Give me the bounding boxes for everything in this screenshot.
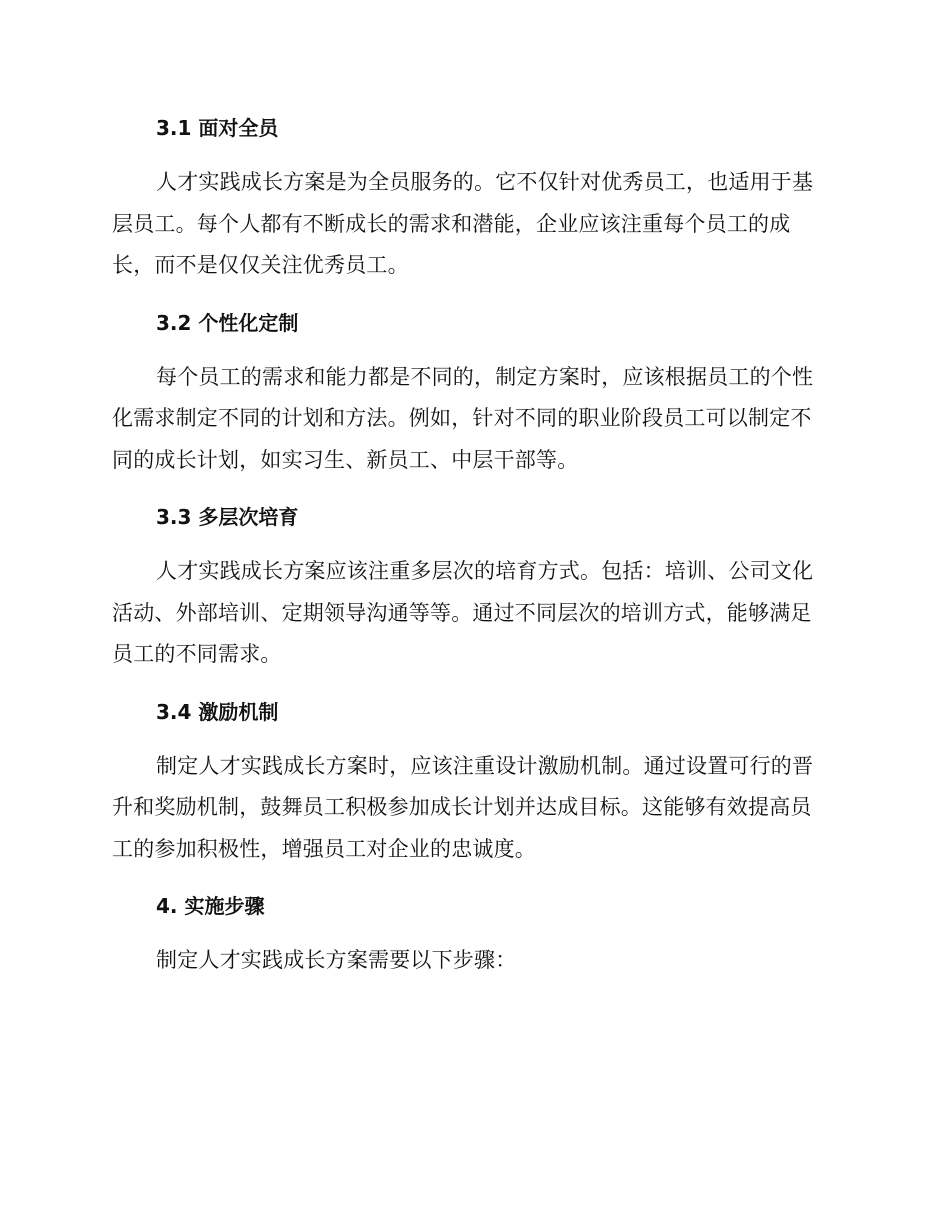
section-paragraph-3-3	[112, 551, 832, 676]
paragraph-line: 层员工。每个人都有不断成长的需求和潜能，企业应该注重每个员工的成	[112, 211, 791, 236]
section-heading-4: 4. 实施步骤	[156, 894, 265, 918]
section-heading-3-1: 3.1 面对全员	[156, 116, 279, 140]
paragraph-line: 人才实践成长方案是为全员服务的。它不仅针对优秀员工，也适用于基	[156, 170, 814, 194]
paragraph-line: 活动、外部培训、定期领导沟通等等。通过不同层次的培训方式，能够满足	[112, 600, 812, 625]
paragraph-line: 工的参加积极性，增强员工对企业的忠诚度。	[112, 836, 536, 861]
paragraph-line: 升和奖励机制，鼓舞员工积极参加成长计划并达成目标。这能够有效提高员	[112, 795, 812, 819]
document-body	[112, 110, 832, 1000]
section-paragraph-3-2	[112, 357, 832, 482]
paragraph-line: 员工的不同需求。	[112, 642, 282, 666]
paragraph-line: 化需求制定不同的计划和方法。例如，针对不同的职业阶段员工可以制定不	[112, 406, 812, 430]
paragraph-line: 每个员工的需求和能力都是不同的，制定方案时，应该根据员工的个性	[156, 364, 814, 389]
paragraph-line: 长，而不是仅仅关注优秀员工。	[112, 253, 409, 277]
paragraph-line: 人才实践成长方案应该注重多层次的培育方式。包括：培训、公司文化	[156, 559, 814, 583]
paragraph-line: 制定人才实践成长方案需要以下步骤：	[156, 948, 517, 972]
section-paragraph-3-1	[112, 162, 832, 287]
section-paragraph-3-4	[112, 746, 832, 871]
paragraph-line: 同的成长计划，如实习生、新员工、中层干部等。	[112, 447, 579, 472]
section-heading-3-4: 3.4 激励机制	[156, 699, 279, 724]
section-heading-3-2: 3.2 个性化定制	[156, 310, 299, 335]
section-paragraph-4	[112, 940, 832, 982]
section-heading-3-3: 3.3 多层次培育	[156, 505, 299, 529]
paragraph-line: 制定人才实践成长方案时，应该注重设计激励机制。通过设置可行的晋	[156, 753, 814, 778]
